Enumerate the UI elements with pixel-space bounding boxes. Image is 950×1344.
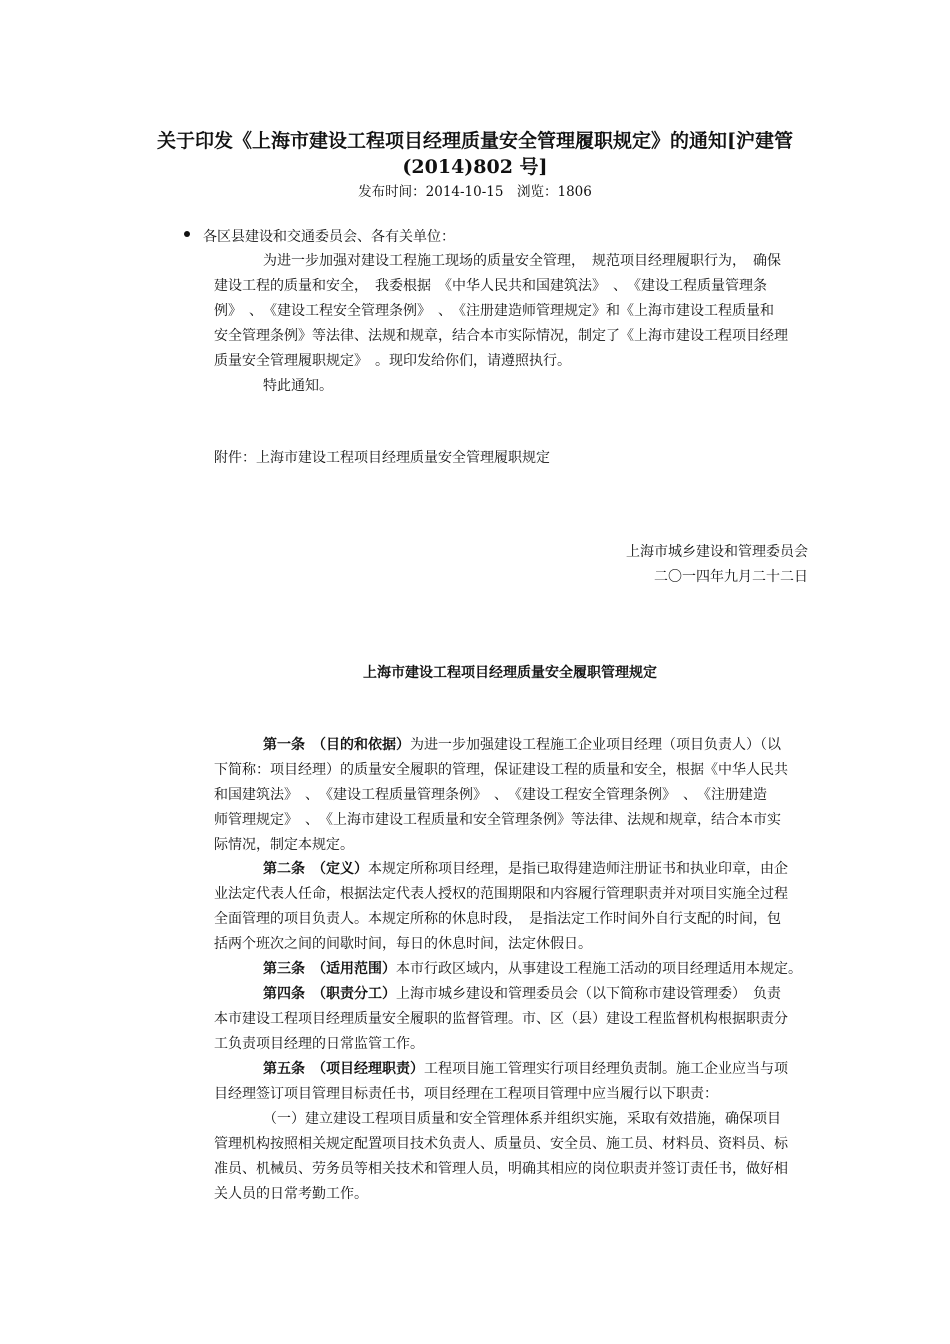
addressee: 各区县建设和交通委员会、各有关单位： bbox=[203, 229, 455, 245]
item-1-line: 准员、机械员、劳务员等相关技术和管理人员，明确其相应的岗位职责并签订责任书，做好相 bbox=[214, 1161, 788, 1177]
article-5-text: 工程项目施工管理实行项目经理负责制。施工企业应当与项 bbox=[424, 1061, 788, 1077]
article-1-first-line bbox=[263, 734, 781, 754]
bullet-icon bbox=[184, 231, 190, 237]
closing: 特此通知。 bbox=[263, 378, 333, 394]
attachment-line: 附件：上海市建设工程项目经理质量安全管理履职规定 bbox=[214, 450, 550, 466]
article-5-first-line bbox=[263, 1058, 788, 1078]
article-5-heading: 第五条 （项目经理职责） bbox=[263, 1061, 424, 1077]
notice-para-line: 例》 、 《建设工程安全管理条例》 、 《注册建造师管理规定》和《上海市建设工程质量和 bbox=[214, 303, 774, 319]
notice-para-line: 安全管理条例》等法律、法规和规章，结合本市实际情况，制定了《上海市建设工程项目经理 bbox=[214, 328, 788, 344]
article-2-heading: 第二条 （定义） bbox=[263, 861, 368, 877]
notice-para-line: 质量安全管理履职规定》 。现印发给你们，请遵照执行。 bbox=[214, 353, 571, 369]
article-2-line: 业法定代表人任命，根据法定代表人授权的范围期限和内容履行管理职责并对项目实施全过程 bbox=[214, 886, 788, 902]
article-2-line: 全面管理的项目负责人。本规定所称的休息时段， 是指法定工作时间外自行支配的时间，包 bbox=[214, 911, 781, 927]
article-3-text: 本市行政区域内，从事建设工程施工活动的项目经理适用本规定。 bbox=[396, 961, 802, 977]
item-1-line: 管理机构按照相关规定配置项目技术负责人、质量员、安全员、施工员、材料员、资料员、标 bbox=[214, 1136, 788, 1152]
article-1-heading: 第一条 （目的和依据） bbox=[263, 737, 410, 753]
article-3-first-line bbox=[263, 958, 802, 978]
article-1-line: 师管理规定》 、 《上海市建设工程质量和安全管理条例》等法律、法规和规章，结合本市实 bbox=[214, 812, 781, 828]
regulation-title: 上海市建设工程项目经理质量安全履职管理规定 bbox=[363, 665, 657, 681]
notice-title-line2: (2014)802 号] bbox=[402, 156, 548, 178]
article-4-heading: 第四条 （职责分工） bbox=[263, 986, 396, 1002]
article-2-line: 括两个班次之间的间歇时间，每日的休息时间，法定休假日。 bbox=[214, 936, 592, 952]
item-1-line: 关人员的日常考勤工作。 bbox=[214, 1186, 368, 1202]
notice-para-line: 建设工程的质量和安全， 我委根据 《中华人民共和国建筑法》 、 《建设工程质量管理条 bbox=[214, 278, 767, 294]
item-1-first-line: （一）建立建设工程项目质量和安全管理体系并组织实施，采取有效措施，确保项目 bbox=[263, 1111, 781, 1127]
article-1-line: 下简称：项目经理）的质量安全履职的管理，保证建设工程的质量和安全，根据《中华人民共 bbox=[214, 762, 788, 778]
issuer: 上海市城乡建设和管理委员会 bbox=[626, 544, 808, 560]
article-4-first-line bbox=[263, 983, 781, 1003]
article-1-line: 和国建筑法》 、 《建设工程质量管理条例》 、 《建设工程安全管理条例》 、 《注册建造 bbox=[214, 787, 767, 803]
article-1-text: 为进一步加强建设工程施工企业项目经理（项目负责人）（以 bbox=[410, 737, 781, 753]
article-5-line: 目经理签订项目管理目标责任书，项目经理在工程项目管理中应当履行以下职责： bbox=[214, 1086, 718, 1102]
article-3-heading: 第三条 （适用范围） bbox=[263, 961, 396, 977]
publish-meta: 发布时间：2014-10-15 浏览：1806 bbox=[358, 184, 592, 200]
issue-date: 二〇一四年九月二十二日 bbox=[654, 569, 808, 585]
article-4-line: 工负责项目经理的日常监管工作。 bbox=[214, 1036, 424, 1052]
article-1-line: 际情况，制定本规定。 bbox=[214, 837, 354, 853]
article-4-line: 本市建设工程项目经理质量安全履职的监督管理。市、区（县）建设工程监督机构根据职责分 bbox=[214, 1011, 788, 1027]
notice-title-line1: 关于印发《上海市建设工程项目经理质量安全管理履职规定》的通知[沪建管 bbox=[157, 130, 793, 152]
notice-para-line: 为进一步加强对建设工程施工现场的质量安全管理， 规范项目经理履职行为， 确保 bbox=[263, 253, 781, 269]
article-2-first-line bbox=[263, 858, 788, 878]
article-4-text: 上海市城乡建设和管理委员会（以下简称市建设管理委） 负责 bbox=[396, 986, 781, 1002]
article-2-text: 本规定所称项目经理，是指已取得建造师注册证书和执业印章，由企 bbox=[368, 861, 788, 877]
